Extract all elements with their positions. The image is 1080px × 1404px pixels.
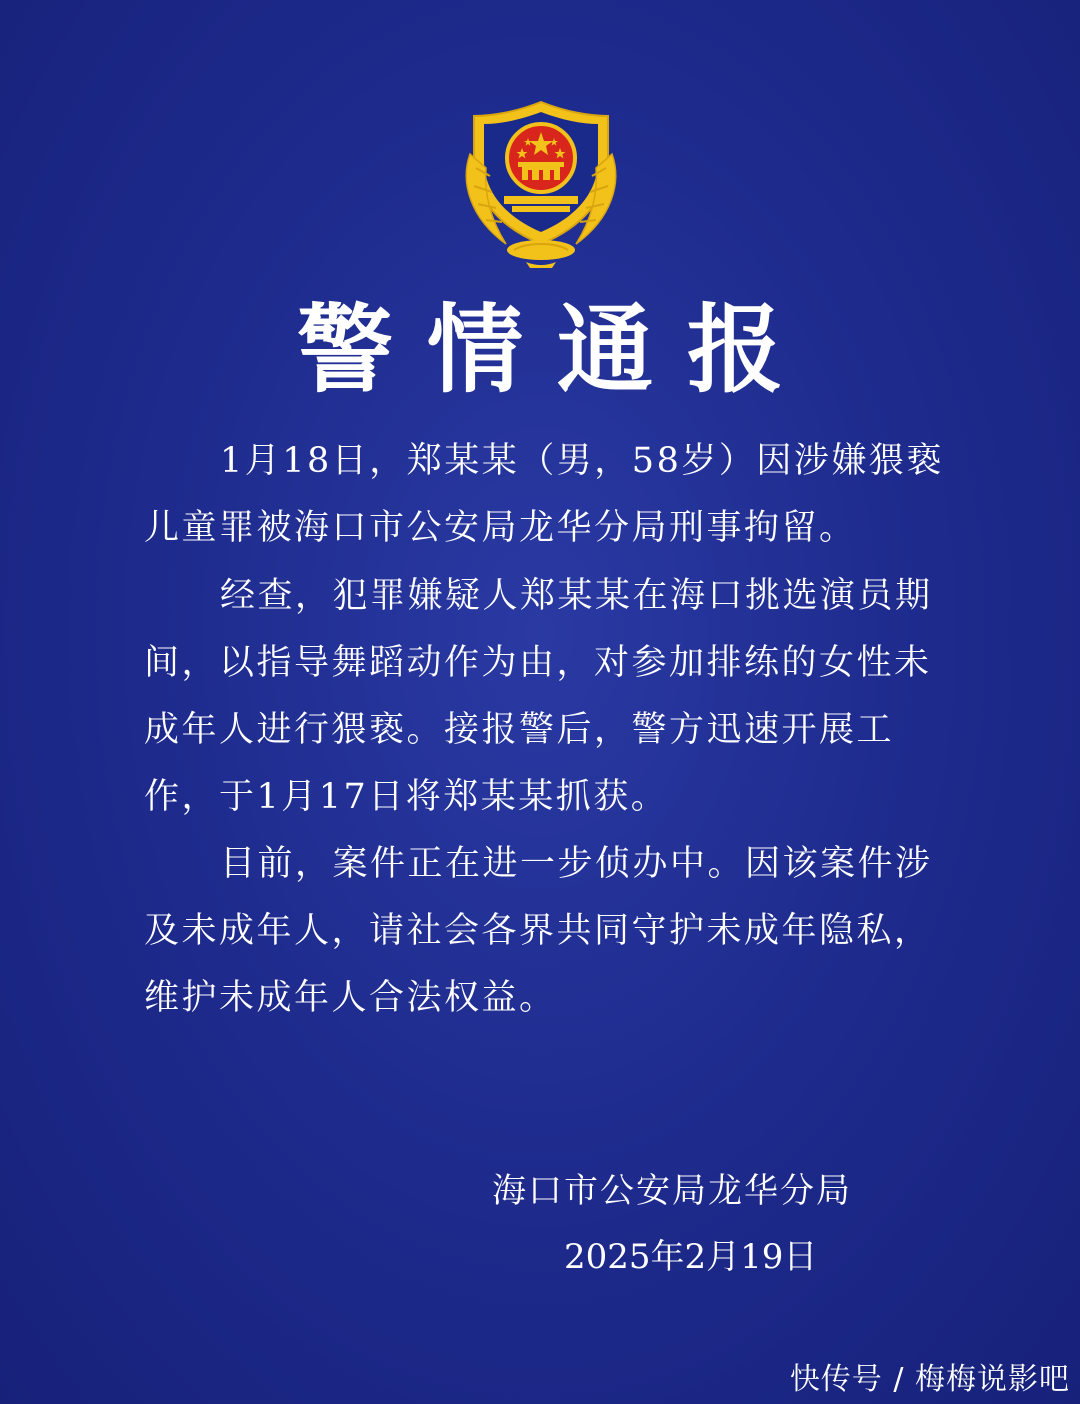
- notice-paragraph-3: 目前，案件正在进一步侦办中。因该案件涉及未成年人，请社会各界共同守护未成年隐私，维护未成年人合法权益。: [144, 844, 933, 1018]
- issuer-signature: 海口市公安局龙华分局: [492, 1171, 852, 1211]
- notice-paragraph-1: 1月18日，郑某某（男，58岁）因涉嫌猥亵儿童罪被海口市公安局龙华分局刑事拘留。: [144, 441, 944, 548]
- source-watermark: 快传号 / 梅梅说影吧: [789, 1362, 1070, 1397]
- issue-date: 2025年2月19日: [564, 1237, 818, 1277]
- notice-paragraph-2: 经查，犯罪嫌疑人郑某某在海口挑选演员期间，以指导舞蹈动作为由，对参加排练的女性未成年人进行猥亵。接报警后，警方迅速开展工作，于1月17日将郑某某抓获。: [144, 576, 933, 817]
- police-badge-icon: [456, 96, 626, 268]
- page-title: 警情通报: [297, 294, 817, 406]
